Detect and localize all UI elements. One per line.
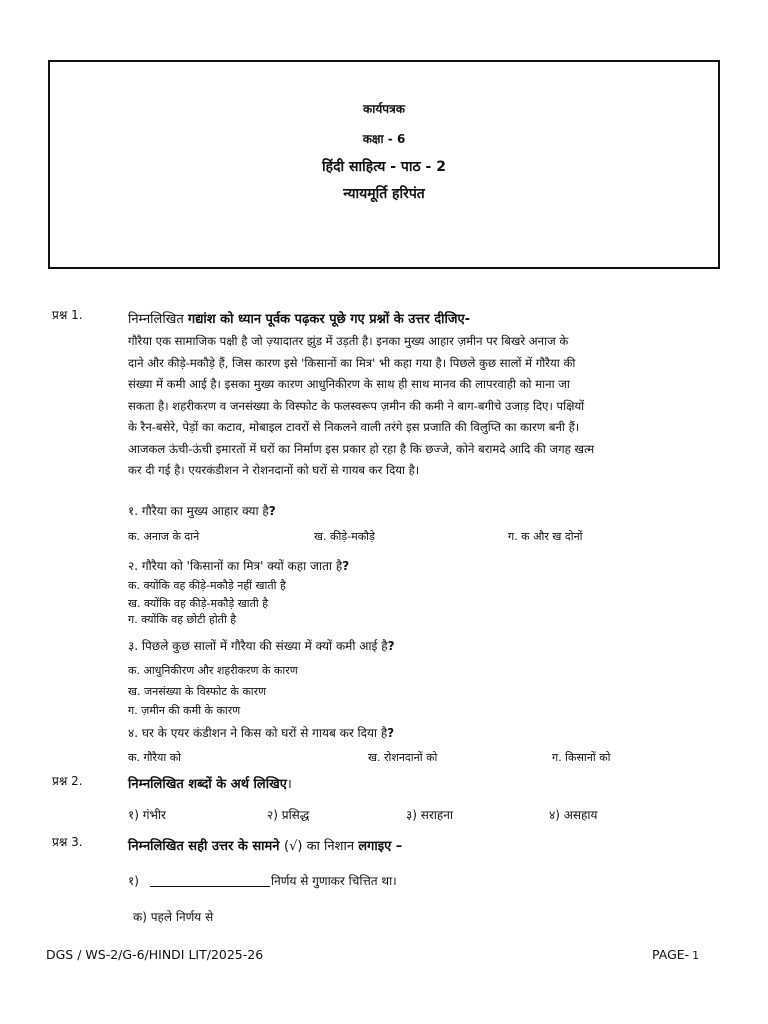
- footer-page-label: PAGE-: [652, 947, 690, 962]
- sub3-question-text: ३. पिछले कुछ सालों में गौरैया की संख्या में क्यों कमी आई है: [128, 639, 388, 653]
- q2-label: प्रश्न 2.: [52, 774, 83, 788]
- q1-passage: [128, 331, 722, 482]
- passage-line: कर दी गई है। एयरकंडीशन ने रोशनदानों को घरों से गायब कर दिया है।: [128, 463, 420, 477]
- sub1-question-mark: ?: [268, 504, 276, 518]
- footer-page-num: 1: [692, 949, 700, 962]
- q2-word-3: ३) सराहना: [406, 808, 454, 822]
- q3-instruction-normal: (√) का निशान: [284, 839, 359, 854]
- header-worksheet-title: कार्यपत्रक: [363, 102, 405, 116]
- q3-instruction-bold-1: निम्नलिखित सही उत्तर के सामने: [128, 839, 285, 854]
- sub3-option-c: ग. ज़मीन की कमी के कारण: [128, 704, 241, 717]
- sub3-question-mark: ?: [387, 639, 395, 653]
- sub2-option-a: क. क्योंकि वह कीड़े-मकौड़े नहीं खाती है: [128, 579, 286, 592]
- sub4-option-b: ख. रोशनदानों को: [368, 751, 438, 764]
- sub4-option-a: क. गौरैया को: [128, 751, 182, 764]
- sub4-question-mark: ?: [387, 726, 395, 740]
- sub2-question-text: २. गौरैया को 'किसानों का मित्र' क्यों कहा जाता है: [128, 559, 343, 573]
- q2-word-2: २) प्रसिद्ध: [267, 808, 310, 822]
- footer-document-code: DGS / WS-2/G-6/HINDI LIT/2025-26: [46, 947, 264, 962]
- q3-option-a: क) पहले निर्णय से: [133, 910, 214, 924]
- sub1-question-text: १. गौरैया का मुख्य आहार क्या है: [128, 504, 269, 518]
- header-lesson-title: न्यायमूर्ति हरिपंत: [343, 186, 425, 202]
- q2-instruction-bold: निम्नलिखित शब्दों के अर्थ लिखिए: [128, 777, 287, 792]
- passage-line: सकता है। शहरीकरण व जनसंख्या के विस्फोट के फलस्वरूप ज़मीन की कमी ने बाग-बगीचे उजाड़ दिए। पक्षियों: [128, 398, 585, 413]
- passage-line: दाने और कीड़े-मकौड़े हैं, जिस कारण इसे 'किसानों का मित्र' भी कहा गया है। पिछले कुछ सालों में गौरैया की: [128, 355, 576, 370]
- q3-instruction: [128, 836, 402, 854]
- q3-label: प्रश्न 3.: [52, 835, 83, 849]
- footer-page-number: [652, 947, 699, 962]
- q3-item-number: १): [128, 874, 139, 888]
- sub3-option-a: क. आधुनिकीरण और शहरीकरण के कारण: [128, 664, 298, 677]
- q3-blank-line: [150, 886, 270, 887]
- header-subject-lesson: हिंदी साहित्य - पाठ - 2: [322, 159, 446, 175]
- sub1-option-a: क. अनाज के दाने: [128, 530, 200, 543]
- q2-instruction: [128, 774, 292, 792]
- q1-instruction-normal: निम्नलिखित: [128, 312, 188, 327]
- sub2-option-c: ग. क्योंकि वह छोटी होती है: [128, 613, 237, 626]
- sub3-question: [128, 637, 395, 654]
- q1-instruction: [128, 309, 470, 327]
- header-class: कक्षा - 6: [362, 132, 406, 146]
- passage-line: संख्या में कमी आई है। इसका मुख्य कारण आधुनिकीरण के साथ ही साथ मानव की लापरवाही को माना जा: [128, 377, 570, 391]
- q3-item-text: निर्णय से गुणाकर चित्तित था।: [271, 874, 397, 888]
- q2-instruction-danda: ।: [286, 777, 292, 792]
- q3-instruction-bold-2: लगाइए –: [358, 839, 403, 854]
- header-box: [48, 60, 720, 269]
- passage-line: के रैन-बसेरे, पेड़ों का कटाव, मोबाइल टावरों से निकलने वाली तरंगे इस प्रजाति की विलुप्ति का कारण बनी हैं।: [128, 420, 580, 434]
- q2-word-4: ४) असहाय: [549, 808, 598, 822]
- sub1-question: [128, 502, 276, 519]
- passage-line: आजकल ऊंची-ऊंची इमारतों में घरों का निर्माण इस प्रकार हो रहा है कि छज्जे, कोने बरामदे आदि की जगह खत्म: [128, 441, 595, 456]
- sub2-option-b: ख. क्योंकि वह कीड़े-मकौड़े खाती है: [128, 597, 269, 610]
- sub3-option-b: ख. जनसंख्या के विस्फोट के कारण: [128, 685, 267, 698]
- passage-line: गौरैया एक सामाजिक पक्षी है जो ज़्यादातर झुंड में उड़ती है। इनका मुख्य आहार ज़मीन पर बिखरे अनाज के: [128, 334, 569, 348]
- q1-label: प्रश्न 1.: [52, 308, 83, 322]
- sub2-question: [128, 557, 349, 574]
- sub4-question-text: ४. घर के एयर कंडीशन ने किस को घरों से गायब कर दिया है: [128, 726, 388, 740]
- q2-word-1: १) गंभीर: [128, 808, 166, 822]
- sub4-option-c: ग. किसानों को: [552, 751, 611, 764]
- sub4-question: [128, 724, 394, 741]
- sub1-option-c: ग. क और ख दोनों: [508, 530, 583, 543]
- sub1-option-b: ख. कीड़े-मकौड़े: [314, 530, 375, 543]
- q1-instruction-bold: गद्यांश को ध्यान पूर्वक पढ़कर पूछे गए प्रश्नों के उत्तर दीजिए-: [187, 312, 471, 327]
- sub2-question-mark: ?: [342, 559, 350, 573]
